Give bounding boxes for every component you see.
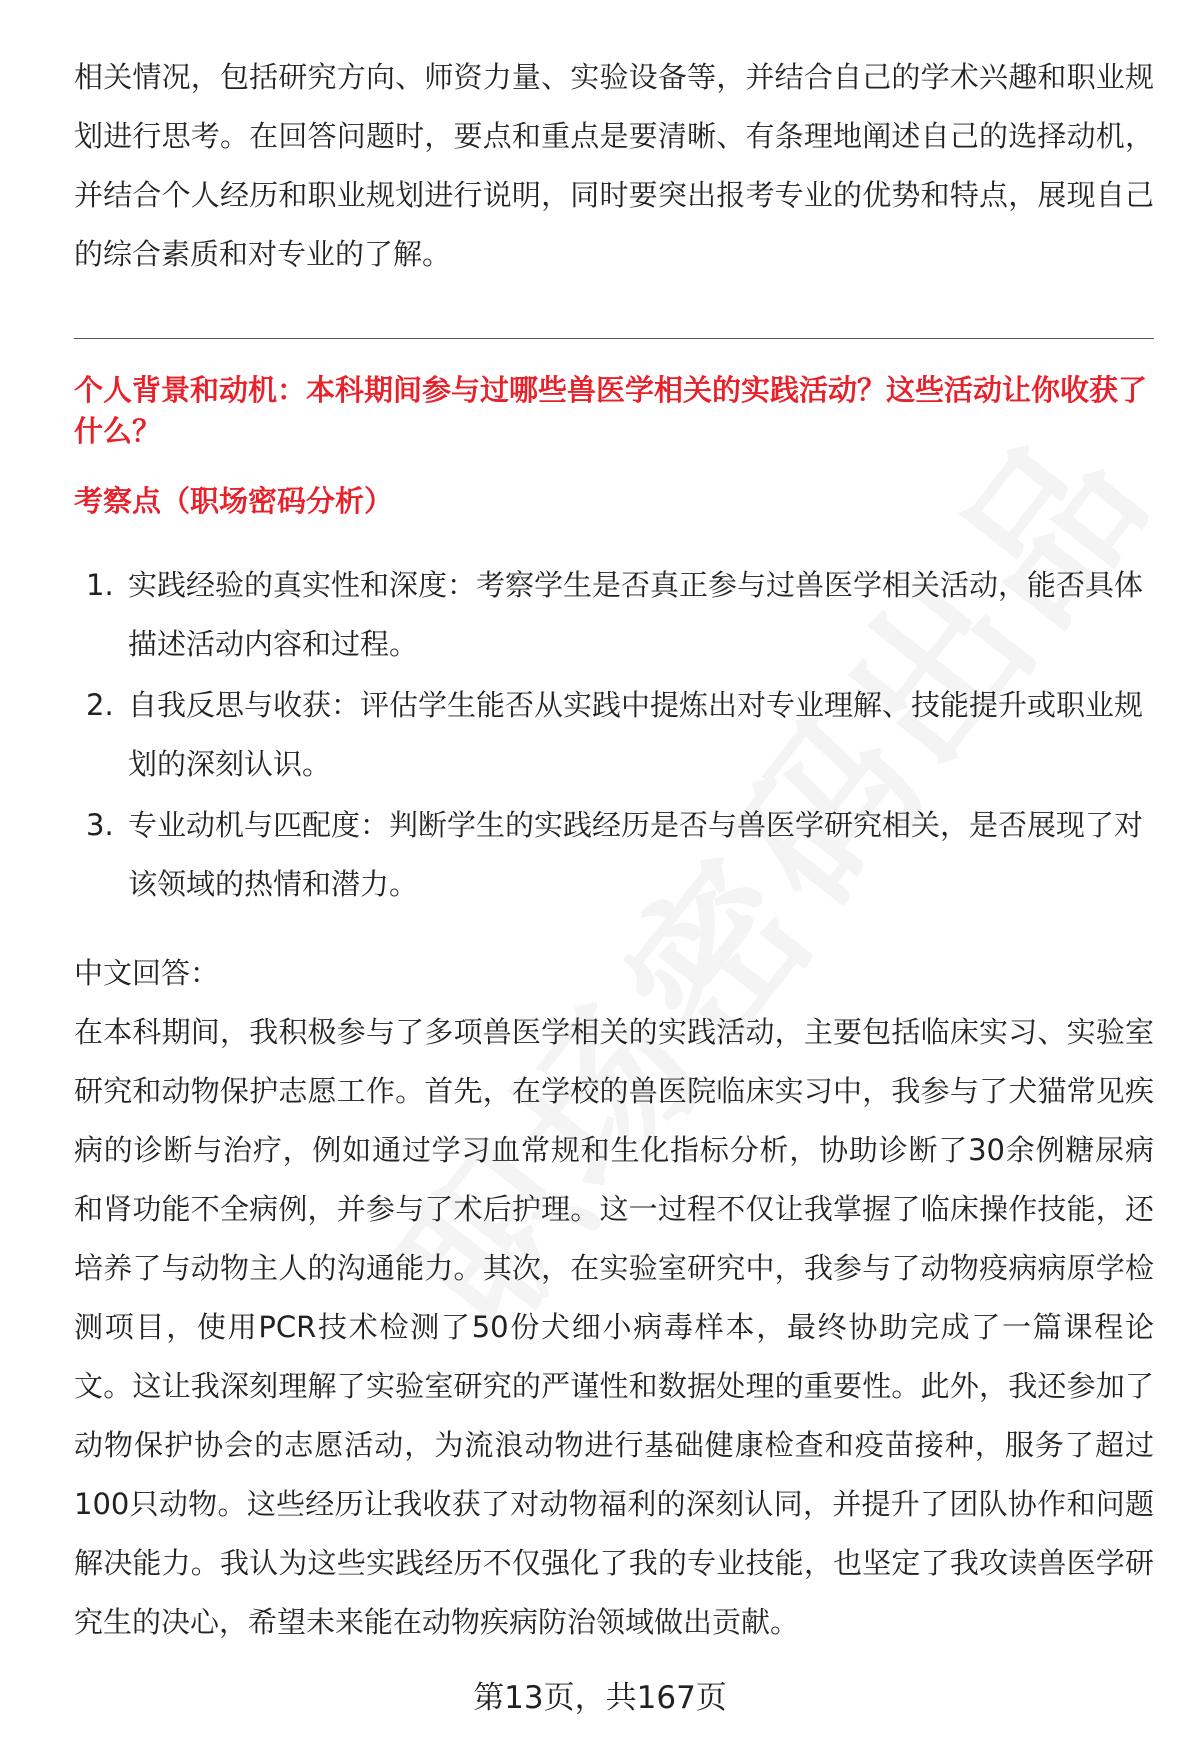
list-item-number: 2. (86, 688, 114, 722)
assessment-points-title: 考察点（职场密码分析） (74, 484, 394, 518)
section-divider (74, 338, 1154, 339)
list-item (74, 676, 1154, 794)
answer-paragraph: 在本科期间，我积极参与了多项兽医学相关的实践活动，主要包括临床实习、实验室研究和动物保护志愿工作。首先，在学校的兽医院临床实习中，我参与了犬猫常见疾病的诊断与治疗，例如通过学习血常规和生化指标分析，协助诊断了30余例糖尿病和肾功能不全病例，并参与了术后护理。这一过程不仅让我掌握了临床操作技能，还培养了与动物主人的沟通能力。其次，在实验室研究中，我参与了动物疫病病原学检测项目，使用PCR技术检测了50份犬细小病毒样本，最终协助完成了一篇课程论文。这让我深刻理解了实验室研究的严谨性和数据处理的重要性。此外，我还参加了动物保护协会的志愿活动，为流浪动物进行基础健康检查和疫苗接种，服务了超过100只动物。这些经历让我收获了对动物福利的深刻认同，并提升了团队协作和问题解决能力。我认为这些实践经历不仅强化了我的专业技能，也坚定了我攻读兽医学研究生的决心，希望未来能在动物疾病防治领域做出贡献。 (74, 1015, 1154, 1639)
list-item (74, 556, 1154, 674)
list-item-number: 1. (86, 568, 114, 602)
answer-label: 中文回答： (74, 956, 220, 990)
assessment-points-list (74, 556, 1154, 916)
list-item (74, 796, 1154, 914)
list-item-text: 实践经验的真实性和深度：考察学生是否真正参与过兽医学相关活动，能否具体描述活动内容和过程。 (128, 568, 1144, 661)
list-item-number: 3. (86, 808, 114, 842)
list-item-text: 自我反思与收获：评估学生能否从实践中提炼出对专业理解、技能提升或职业规划的深刻认识。 (128, 688, 1144, 781)
page-number: 第13页，共167页 (473, 1680, 727, 1716)
question-heading: 个人背景和动机：本科期间参与过哪些兽医学相关的实践活动？这些活动让你收获了什么？ (74, 373, 1148, 448)
intro-paragraph: 相关情况，包括研究方向、师资力量、实验设备等，并结合自己的学术兴趣和职业规划进行思考。在回答问题时，要点和重点是要清晰、有条理地阐述自己的选择动机，并结合个人经历和职业规划进行说明，同时要突出报考专业的优势和特点，展现自己的综合素质和对专业的了解。 (74, 60, 1154, 271)
list-item-text: 专业动机与匹配度：判断学生的实践经历是否与兽医学研究相关，是否展现了对该领域的热情和潜力。 (128, 808, 1144, 901)
